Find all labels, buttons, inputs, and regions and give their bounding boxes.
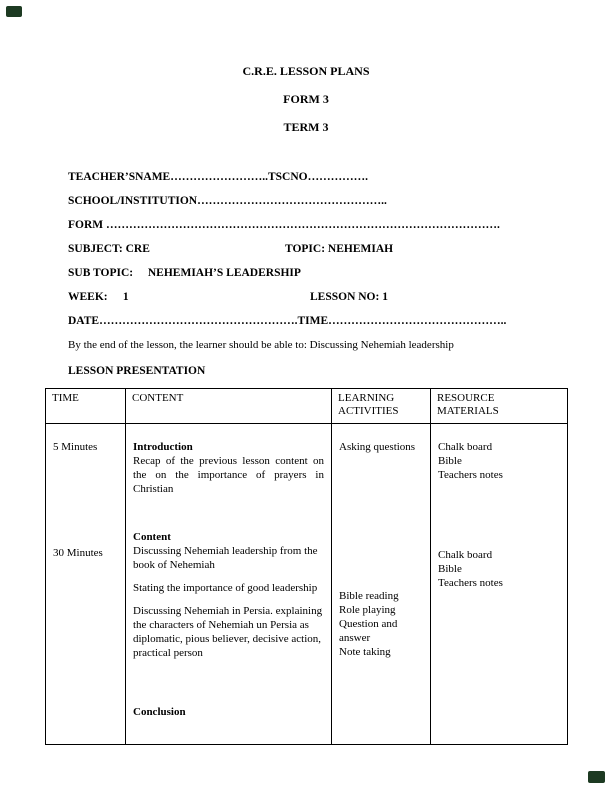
week-lesson-line [68, 290, 567, 304]
sub-topic-line [68, 266, 567, 280]
form-line: FORM …………………………………………………………………………………………. [68, 219, 500, 231]
row2-content-paragraph: Discussing Nehemiah leadership from the book of Nehemiah [133, 545, 318, 571]
lesson-presentation-table [45, 388, 568, 745]
document-term-line: TERM 3 [283, 120, 329, 134]
learning-activities-column [332, 424, 431, 744]
row2-content-paragraph: Discussing Nehemiah in Persia. explaining the characters of Nehemiah un Persia as diplomatic, pious believer, decisive action, practical person [133, 605, 323, 659]
row2-time: 30 Minutes [53, 547, 103, 559]
lesson-objective: By the end of the lesson, the learner should be able to: Discussing Nehemiah leadership [68, 339, 454, 351]
page-corner-mark-bottom-right [588, 771, 605, 783]
row2-resource: Teachers notes [438, 577, 503, 589]
header-time-label: TIME [52, 392, 79, 404]
row1-resource: Bible [438, 455, 462, 467]
week-value: 1 [122, 291, 129, 303]
row1-resource: Teachers notes [438, 469, 503, 481]
row2-activity: Note taking [339, 646, 391, 658]
sub-topic-value: NEHEMIAH’S LEADERSHIP [147, 267, 301, 279]
row1-time: 5 Minutes [53, 441, 98, 453]
row1-resources-list [438, 440, 560, 482]
date-time-line: DATE…………………………………………….TIME……………………………………….. [68, 315, 507, 327]
header-cell-learning-activities [332, 389, 431, 424]
row2-resources-list [438, 548, 560, 590]
subject-field: SUBJECT: CRE [68, 243, 150, 255]
row1-content-body: Recap of the previous lesson content on the on the importance of prayers in Christian [133, 455, 324, 495]
table-body [46, 424, 567, 744]
header-cell-content [126, 389, 332, 424]
time-column [46, 424, 126, 744]
topic-field: TOPIC: NEHEMIAH [285, 243, 394, 255]
header-learning-activities-label: LEARNING ACTIVITIES [338, 392, 399, 417]
page-corner-mark-top-left [6, 6, 22, 17]
row2-resource: Bible [438, 563, 462, 575]
row1-activity: Asking questions [339, 441, 416, 453]
school-institution-line: SCHOOL/INSTITUTION………………………………………….. [68, 195, 387, 207]
teacher-name-tsc-line: TEACHER’SNAME……………………..TSCNO……………. [68, 171, 368, 183]
row2-activity: Question and answer [339, 618, 398, 644]
header-cell-resource-materials [431, 389, 567, 424]
header-resource-materials-label: RESOURCE MATERIALS [437, 392, 499, 417]
row2-activity: Role playing [339, 604, 396, 616]
content-column [126, 424, 332, 744]
row1-content-heading: Introduction [133, 441, 193, 453]
subject-topic-line [68, 242, 567, 256]
document-title: C.R.E. LESSON PLANS [242, 64, 370, 78]
row2-activity: Bible reading [339, 590, 399, 602]
lesson-no-field: LESSON NO: 1 [310, 291, 388, 303]
table-header-row [46, 389, 567, 424]
row2-resource: Chalk board [438, 549, 493, 561]
resource-materials-column [431, 424, 567, 744]
lesson-plan-header-fields [68, 170, 567, 378]
week-label: WEEK: [68, 291, 108, 303]
header-content-label: CONTENT [132, 392, 184, 404]
row2-activities-list [339, 589, 423, 659]
document-title-block [0, 0, 612, 134]
row2-content-heading: Content [133, 531, 171, 543]
row1-resource: Chalk board [438, 441, 493, 453]
sub-topic-label: SUB TOPIC: [68, 267, 134, 279]
document-form-line: FORM 3 [283, 92, 329, 106]
header-cell-time [46, 389, 126, 424]
lesson-presentation-heading: LESSON PRESENTATION [68, 365, 206, 377]
row2-conclusion-heading: Conclusion [133, 706, 186, 718]
row2-content-paragraph: Stating the importance of good leadership [133, 582, 318, 594]
